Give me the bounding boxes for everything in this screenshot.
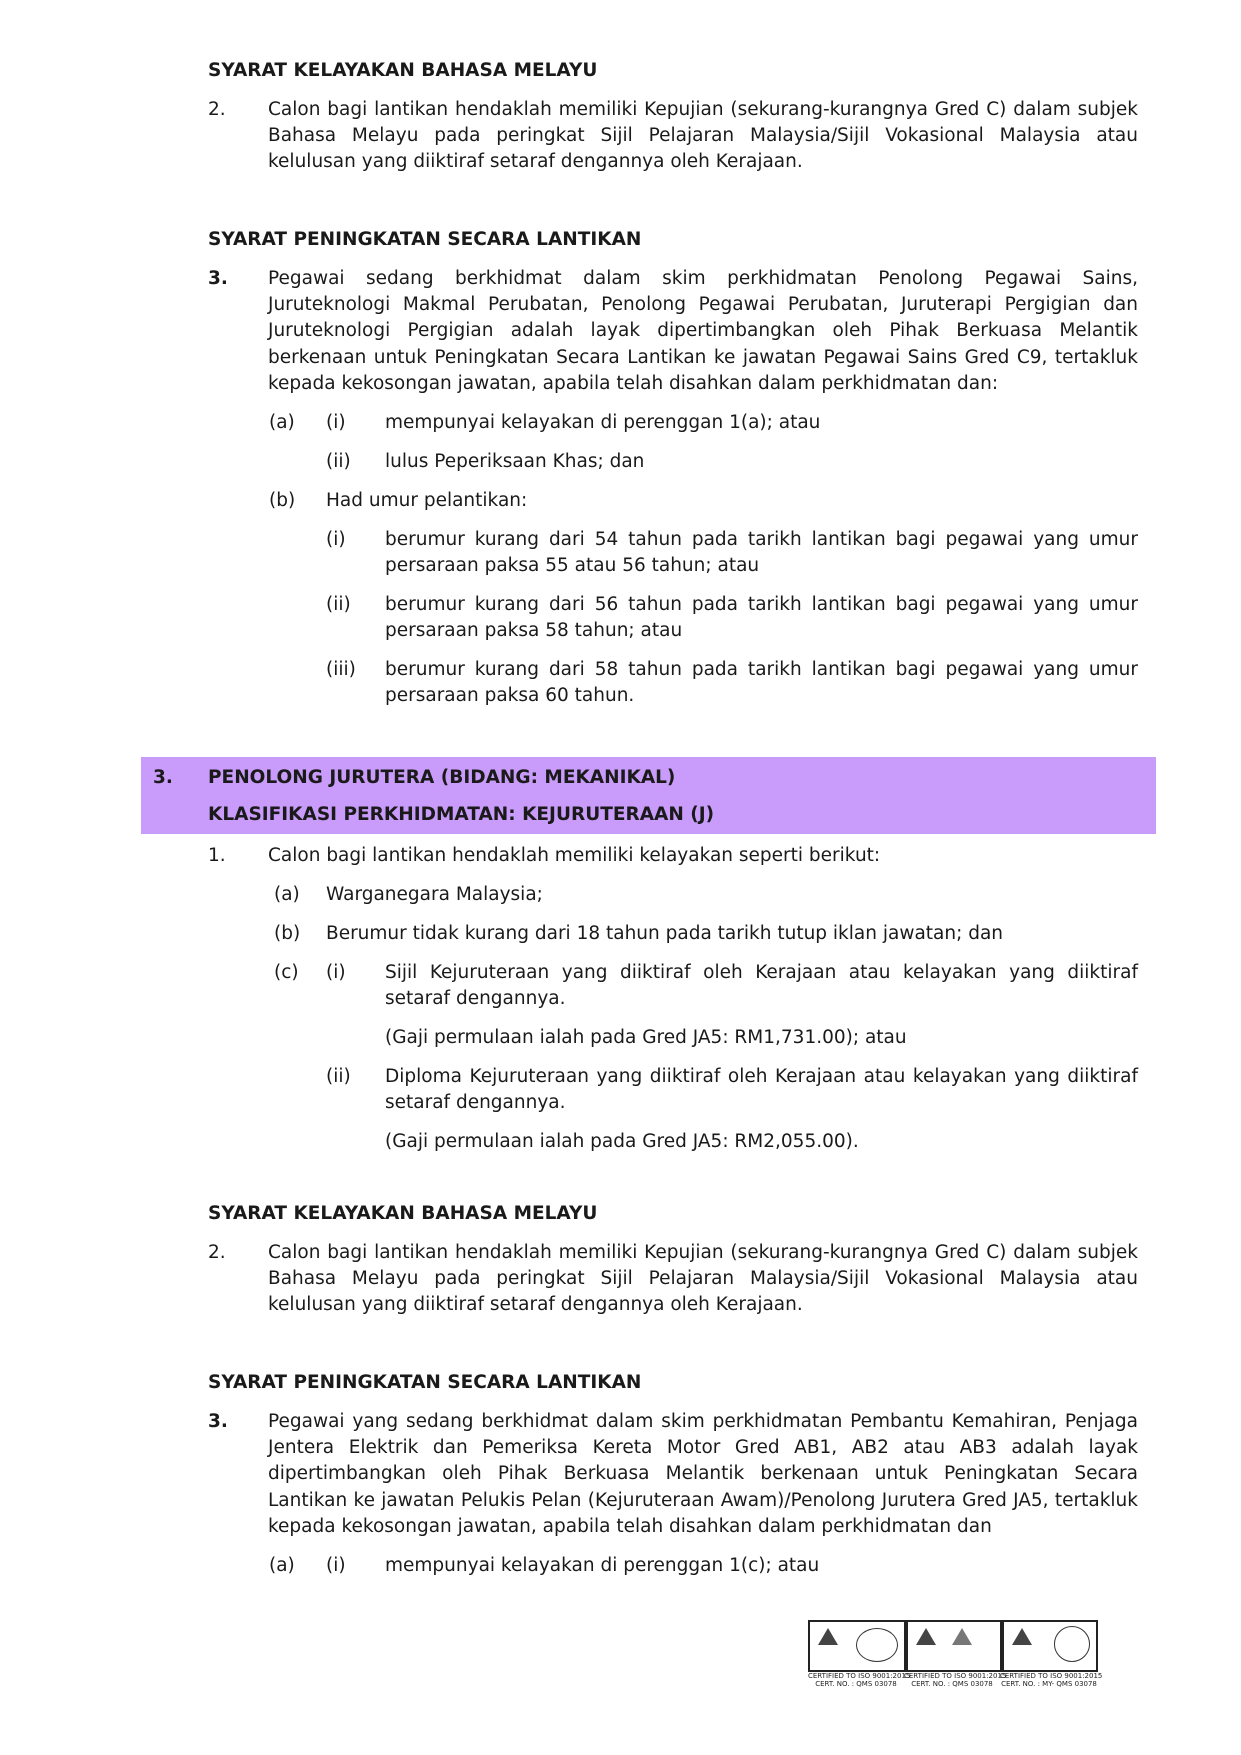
certification-caption: CERTIFIED TO ISO 9001:2015 CERT. NO. : QMS 03078: [904, 1672, 1007, 1688]
certification-caption: CERTIFIED TO ISO 9001:2015 CERT. NO. : QMS 03078: [808, 1672, 911, 1688]
paragraph-bahasa-melayu: Calon bagi lantikan hendaklah memiliki Kepujian (sekurang-kurangnya Gred C) dalam subjek Bahasa Melayu pada peringkat Sijil Pelajaran Malaysia/Sijil Vokasional Malaysia atau kelulusan yang diiktiraf setaraf dengannya oleh Kerajaan.: [268, 1242, 1138, 1316]
paragraph-number: 2.: [208, 99, 226, 120]
subitem-text: Diploma Kejuruteraan yang diiktiraf oleh Kerajaan atau kelayakan yang diiktiraf setaraf dengannya.: [385, 1066, 1138, 1114]
item-label: (a): [274, 884, 300, 905]
paragraph-number: 3.: [208, 1411, 228, 1432]
subitem-label: (ii): [326, 1066, 351, 1087]
subitem-label: (i): [326, 962, 346, 983]
subitem-label: (iii): [326, 659, 356, 680]
subitem-text: berumur kurang dari 58 tahun pada tarikh lantikan bagi pegawai yang umur persaraan paksa 60 tahun.: [385, 659, 1138, 707]
quality-system-icon: [818, 1628, 838, 1645]
section-heading-peningkatan: SYARAT PENINGKATAN SECARA LANTIKAN: [208, 1372, 642, 1393]
paragraph-number: 1.: [208, 845, 226, 866]
item-label: (b): [274, 923, 301, 944]
section-number: 3.: [153, 767, 173, 788]
subitem-text: mempunyai kelayakan di perenggan 1(c); atau: [385, 1555, 820, 1576]
subitem-text: mempunyai kelayakan di perenggan 1(a); atau: [385, 412, 821, 433]
subitem-text: Sijil Kejuruteraan yang diiktiraf oleh Kerajaan atau kelayakan yang diiktiraf setaraf dengannya.: [385, 962, 1138, 1010]
section-heading-bahasa-melayu: SYARAT KELAYAKAN BAHASA MELAYU: [208, 60, 598, 81]
subitem-label: (ii): [326, 594, 351, 615]
subitem-text: lulus Peperiksaan Khas; dan: [385, 451, 645, 472]
item-text: Berumur tidak kurang dari 18 tahun pada tarikh tutup iklan jawatan; dan: [326, 923, 1004, 944]
item-text: Had umur pelantikan:: [326, 490, 528, 511]
iqnet-icon: [1054, 1626, 1090, 1662]
section-heading-peningkatan: SYARAT PENINGKATAN SECARA LANTIKAN: [208, 229, 642, 250]
subitem-label: (i): [326, 1555, 346, 1576]
subitem-label: (ii): [326, 451, 351, 472]
iqnet-badge: [1002, 1620, 1098, 1672]
item-label: (a): [269, 412, 295, 433]
certification-caption: CERTIFIED TO ISO 9001:2015 CERT. NO. : MY- QMS 03078: [1000, 1672, 1103, 1688]
item-label: (b): [269, 490, 296, 511]
subitem-label: (i): [326, 412, 346, 433]
ukas-badge: [906, 1620, 1002, 1672]
paragraph-peningkatan: Pegawai yang sedang berkhidmat dalam skim perkhidmatan Pembantu Kemahiran, Penjaga Jentera Elektrik dan Pemeriksa Kereta Motor Gred AB1, AB2 atau AB3 adalah layak dipertimbangkan oleh Pihak Berkuasa Melantik berkenaan untuk Peningkatan Secara Lantikan ke jawatan Pelukis Pelan (Kejuruteraan Awam)/Penolong Jurutera Gred JA5, tertakluk kepada kekosongan jawatan, apabila telah disahkan dalam perkhidmatan dan: [268, 1411, 1138, 1537]
quality-system-badge: [808, 1620, 906, 1672]
item-label: (a): [269, 1555, 295, 1576]
service-classification: KLASIFIKASI PERKHIDMATAN: KEJURUTERAAN (J): [208, 804, 715, 825]
paragraph-qualifications: Calon bagi lantikan hendaklah memiliki kelayakan seperti berikut:: [268, 845, 881, 866]
ukas-crown-icon: [952, 1628, 972, 1645]
item-text: Warganegara Malaysia;: [326, 884, 543, 905]
paragraph-peningkatan: Pegawai sedang berkhidmat dalam skim perkhidmatan Penolong Pegawai Sains, Juruteknologi Makmal Perubatan, Penolong Pegawai Perubatan, Juruterapi Pergigian dan Juruteknologi Pergigian adalah layak dipertimbangkan oleh Pihak Berkuasa Melantik berkenaan untuk Peningkatan Secara Lantikan ke jawatan Pegawai Sains Gred C9, tertakluk kepada kekosongan jawatan, apabila telah disahkan dalam perkhidmatan dan:: [268, 268, 1138, 394]
quality-system-icon: [1012, 1628, 1032, 1645]
paragraph-number: 2.: [208, 1242, 226, 1263]
paragraph-bahasa-melayu: Calon bagi lantikan hendaklah memiliki Kepujian (sekurang-kurangnya Gred C) dalam subjek Bahasa Melayu pada peringkat Sijil Pelajaran Malaysia/Sijil Vokasional Malaysia atau kelulusan yang diiktiraf setaraf dengannya oleh Kerajaan.: [268, 99, 1138, 173]
iso-certification-logos: [808, 1620, 1103, 1704]
standards-seal-icon: [856, 1628, 898, 1662]
quality-system-icon: [916, 1628, 936, 1645]
subitem-text: berumur kurang dari 56 tahun pada tarikh lantikan bagi pegawai yang umur persaraan paksa 58 tahun; atau: [385, 594, 1138, 642]
starting-salary-note: (Gaji permulaan ialah pada Gred JA5: RM2,055.00).: [385, 1131, 859, 1152]
subitem-label: (i): [326, 529, 346, 550]
subitem-text: berumur kurang dari 54 tahun pada tarikh lantikan bagi pegawai yang umur persaraan paksa 55 atau 56 tahun; atau: [385, 529, 1138, 577]
starting-salary-note: (Gaji permulaan ialah pada Gred JA5: RM1,731.00); atau: [385, 1027, 907, 1048]
section-heading-bahasa-melayu: SYARAT KELAYAKAN BAHASA MELAYU: [208, 1203, 598, 1224]
paragraph-number: 3.: [208, 268, 228, 289]
section-title: PENOLONG JURUTERA (BIDANG: MEKANIKAL): [208, 767, 676, 788]
item-label: (c): [274, 962, 299, 983]
